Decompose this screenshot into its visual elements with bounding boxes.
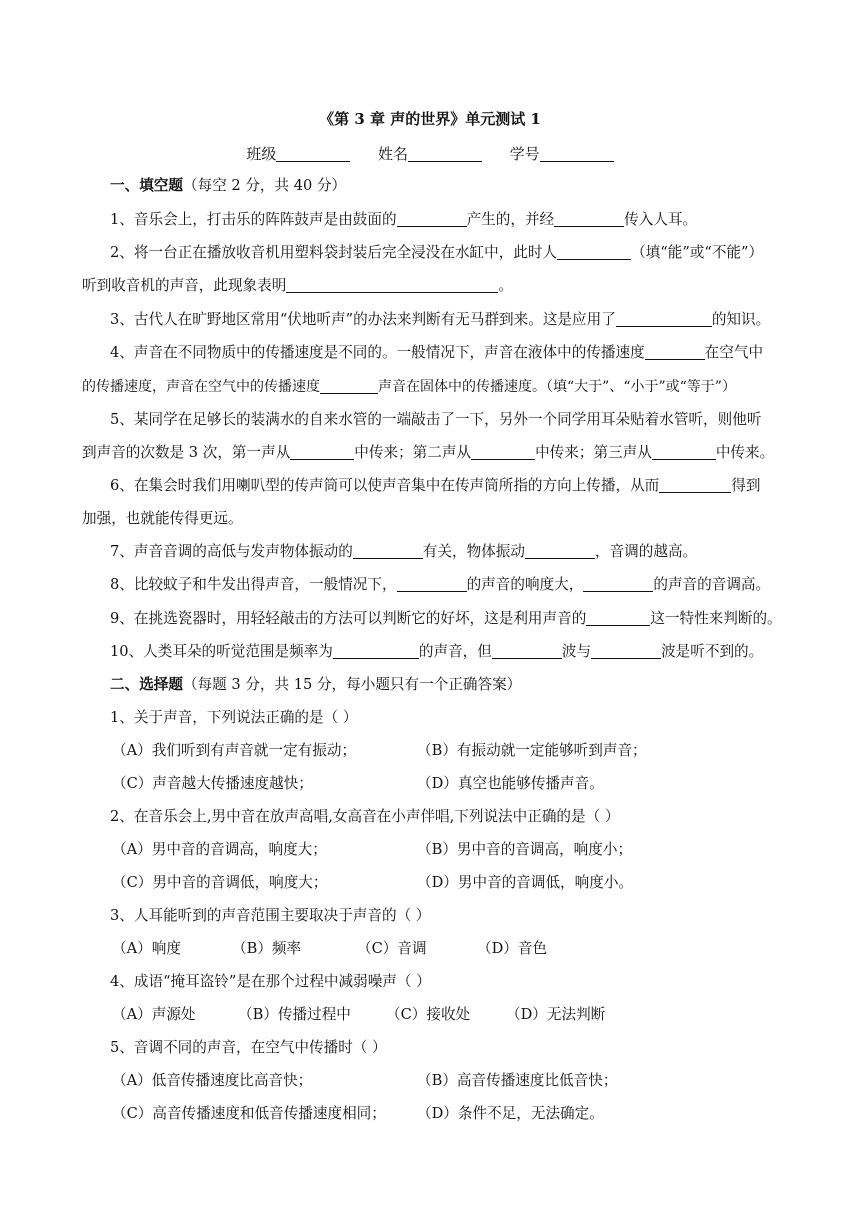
- fill-question-5-cont: [82, 443, 794, 463]
- choice-question-1-stem: 1、关于声音，下列说法正确的是（ ）: [110, 709, 358, 726]
- question-text: 6、在集会时我们用喇叭型的传声筒可以使声音集中在传声筒所指的方向上传播，从而: [110, 477, 660, 494]
- choice-question-5-stem: 5、音调不同的声音，在空气中传播时（ ）: [110, 1039, 387, 1056]
- id-label: 学号: [509, 145, 540, 163]
- answer-blank[interactable]: [320, 379, 378, 394]
- fill-question-4-cont: [82, 377, 794, 397]
- choice-option-c[interactable]: （C）男中音的音调低，响度大；: [112, 874, 328, 891]
- answer-blank[interactable]: [586, 610, 650, 626]
- choice-question-2-stem: 2、在音乐会上,男中音在放声高唱,女高音在小声伴唱,下列说法中正确的是（ ）: [110, 808, 620, 825]
- fill-question-8: [110, 575, 794, 595]
- choice-option-d[interactable]: （D）音色: [477, 940, 548, 957]
- fill-question-2-cont: [82, 276, 794, 296]
- fill-question-10: [110, 642, 794, 662]
- name-label: 姓名: [377, 145, 408, 163]
- answer-blank[interactable]: [645, 344, 705, 360]
- fill-question-7: [110, 542, 794, 562]
- question-text: 到声音的次数是 3 次，第一声从: [82, 444, 291, 461]
- choice-option-b[interactable]: （B）频率: [232, 940, 302, 957]
- choice-option-a[interactable]: （A）男中音的音调高，响度大；: [112, 841, 327, 858]
- section-title: 二、选择题: [110, 676, 183, 693]
- answer-blank[interactable]: [397, 576, 467, 592]
- question-text: 中传来。: [715, 444, 775, 461]
- class-blank[interactable]: [276, 146, 350, 162]
- question-text: 1、音乐会上，打击乐的阵阵鼓声是由鼓面的: [110, 211, 397, 228]
- question-text: 。: [498, 277, 513, 294]
- answer-blank[interactable]: [290, 444, 354, 460]
- answer-blank[interactable]: [583, 576, 653, 592]
- answer-blank[interactable]: [286, 277, 498, 293]
- question-text: ，音调的越高。: [594, 543, 698, 560]
- answer-blank[interactable]: [557, 244, 631, 260]
- fill-question-2: [110, 243, 794, 263]
- answer-blank[interactable]: [397, 211, 467, 227]
- question-text: 中传来；第二声从: [354, 444, 472, 461]
- choice-option-a[interactable]: （A）响度: [112, 940, 181, 957]
- question-text: 3、古代人在旷野地区常用“伏地听声”的办法来判断有无马群到来。这是应用了: [110, 311, 616, 328]
- question-text: （填“能”或“不能”）: [631, 244, 764, 261]
- fill-question-4: [110, 343, 794, 363]
- question-text: 波与: [561, 643, 592, 660]
- fill-question-5: [110, 410, 794, 430]
- answer-blank[interactable]: [525, 543, 595, 559]
- choice-option-c[interactable]: （C）音调: [357, 940, 427, 957]
- answer-blank[interactable]: [353, 543, 423, 559]
- question-text: 8、比较蚊子和牛发出得声音，一般情况下，: [110, 576, 397, 593]
- question-text: 加强，也就能传得更远。: [82, 510, 243, 527]
- name-blank[interactable]: [408, 146, 482, 162]
- section-note: （每空 2 分，共 40 分）: [182, 177, 347, 194]
- question-text: 9、在挑选瓷器时，用轻轻敲击的方法可以判断它的好坏，这是利用声音的: [110, 610, 587, 627]
- fill-question-1: [110, 210, 794, 230]
- section-note: （每题 3 分，共 15 分，每小题只有一个正确答案）: [182, 676, 522, 693]
- choice-option-c[interactable]: （C）声音越大传播速度越快；: [112, 775, 313, 792]
- answer-blank[interactable]: [652, 444, 716, 460]
- choice-option-a[interactable]: （A）声源处: [112, 1006, 196, 1023]
- answer-blank[interactable]: [591, 643, 661, 659]
- choice-question-3-stem: 3、人耳能听到的声音范围主要取决于声音的（ ）: [110, 907, 431, 924]
- fill-question-6-cont: [82, 509, 794, 529]
- question-text: 的声音的响度大，: [466, 576, 584, 593]
- question-text: 产生的，并经: [466, 211, 555, 228]
- question-text: 听到收音机的声音，此现象表明: [82, 277, 287, 294]
- question-text: 的声音的音调高。: [653, 576, 771, 593]
- question-text: 有关，物体振动: [422, 543, 525, 560]
- answer-blank[interactable]: [471, 444, 535, 460]
- section-title: 一、填空题: [110, 177, 183, 194]
- question-text: 10、人类耳朵的听觉范围是频率为: [110, 643, 333, 660]
- answer-blank[interactable]: [616, 311, 712, 327]
- section-heading-fill: [110, 176, 794, 196]
- question-text: 传入人耳。: [624, 211, 698, 228]
- question-text: 的传播速度，声音在空气中的传播速度: [82, 379, 320, 395]
- question-text: 7、声音音调的高低与发声物体振动的: [110, 543, 353, 560]
- fill-question-3: [110, 310, 794, 330]
- question-text: 的声音，但: [418, 643, 492, 660]
- choice-option-d[interactable]: （D）真空也能够传播声音。: [417, 775, 604, 792]
- choice-option-b[interactable]: （B）有振动就一定能够听到声音；: [417, 742, 647, 759]
- fill-question-9: [110, 609, 794, 629]
- page-title: 《第 3 章 声的世界》单元测试 1: [319, 110, 541, 128]
- question-text: 得到: [731, 477, 761, 494]
- question-text: 5、某同学在足够长的装满水的自来水管的一端敲击了一下，另外一个同学用耳朵贴着水管听，则他听: [110, 411, 762, 428]
- question-text: 的知识。: [711, 311, 771, 328]
- choice-option-b[interactable]: （B）高音传播速度比低音快；: [417, 1072, 618, 1089]
- question-text: 这一特性来判断的。: [650, 610, 782, 627]
- section-heading-choice: [110, 675, 794, 695]
- choice-option-c[interactable]: （C）高音传播速度和低音传播速度相同；: [112, 1105, 386, 1122]
- id-blank[interactable]: [540, 146, 614, 162]
- answer-blank[interactable]: [492, 643, 562, 659]
- choice-option-b[interactable]: （B）传播过程中: [238, 1006, 351, 1023]
- choice-option-b[interactable]: （B）男中音的音调高，响度小；: [417, 841, 633, 858]
- answer-blank[interactable]: [659, 477, 731, 493]
- question-text: 2、将一台正在播放收音机用塑料袋封装后完全浸没在水缸中，此时人: [110, 244, 558, 261]
- answer-blank[interactable]: [333, 643, 419, 659]
- choice-option-d[interactable]: （D）条件不足，无法确定。: [417, 1105, 604, 1122]
- question-text: 声音在固体中的传播速度。（填“大于”、“小于”或“等于”）: [378, 379, 736, 395]
- fill-question-6: [110, 476, 794, 496]
- choice-option-d[interactable]: （D）男中音的音调低，响度小。: [417, 874, 634, 891]
- question-text: 4、声音在不同物质中的传播速度是不同的。一般情况下，声音在液体中的传播速度: [110, 344, 645, 361]
- choice-option-a[interactable]: （A）低音传播速度比高音快；: [112, 1072, 313, 1089]
- question-text: 在空气中: [704, 344, 764, 361]
- question-text: 中传来；第三声从: [535, 444, 652, 461]
- choice-option-c[interactable]: （C）接收处: [386, 1006, 471, 1023]
- answer-blank[interactable]: [554, 211, 624, 227]
- choice-option-d[interactable]: （D）无法判断: [506, 1006, 606, 1023]
- question-text: 波是听不到的。: [661, 643, 764, 660]
- choice-option-a[interactable]: （A）我们听到有声音就一定有振动；: [112, 742, 357, 759]
- student-info-row: [0, 143, 860, 164]
- class-label: 班级: [246, 145, 277, 163]
- choice-question-4-stem: 4、成语“掩耳盗铃”是在那个过程中减弱噪声（ ）: [110, 973, 431, 990]
